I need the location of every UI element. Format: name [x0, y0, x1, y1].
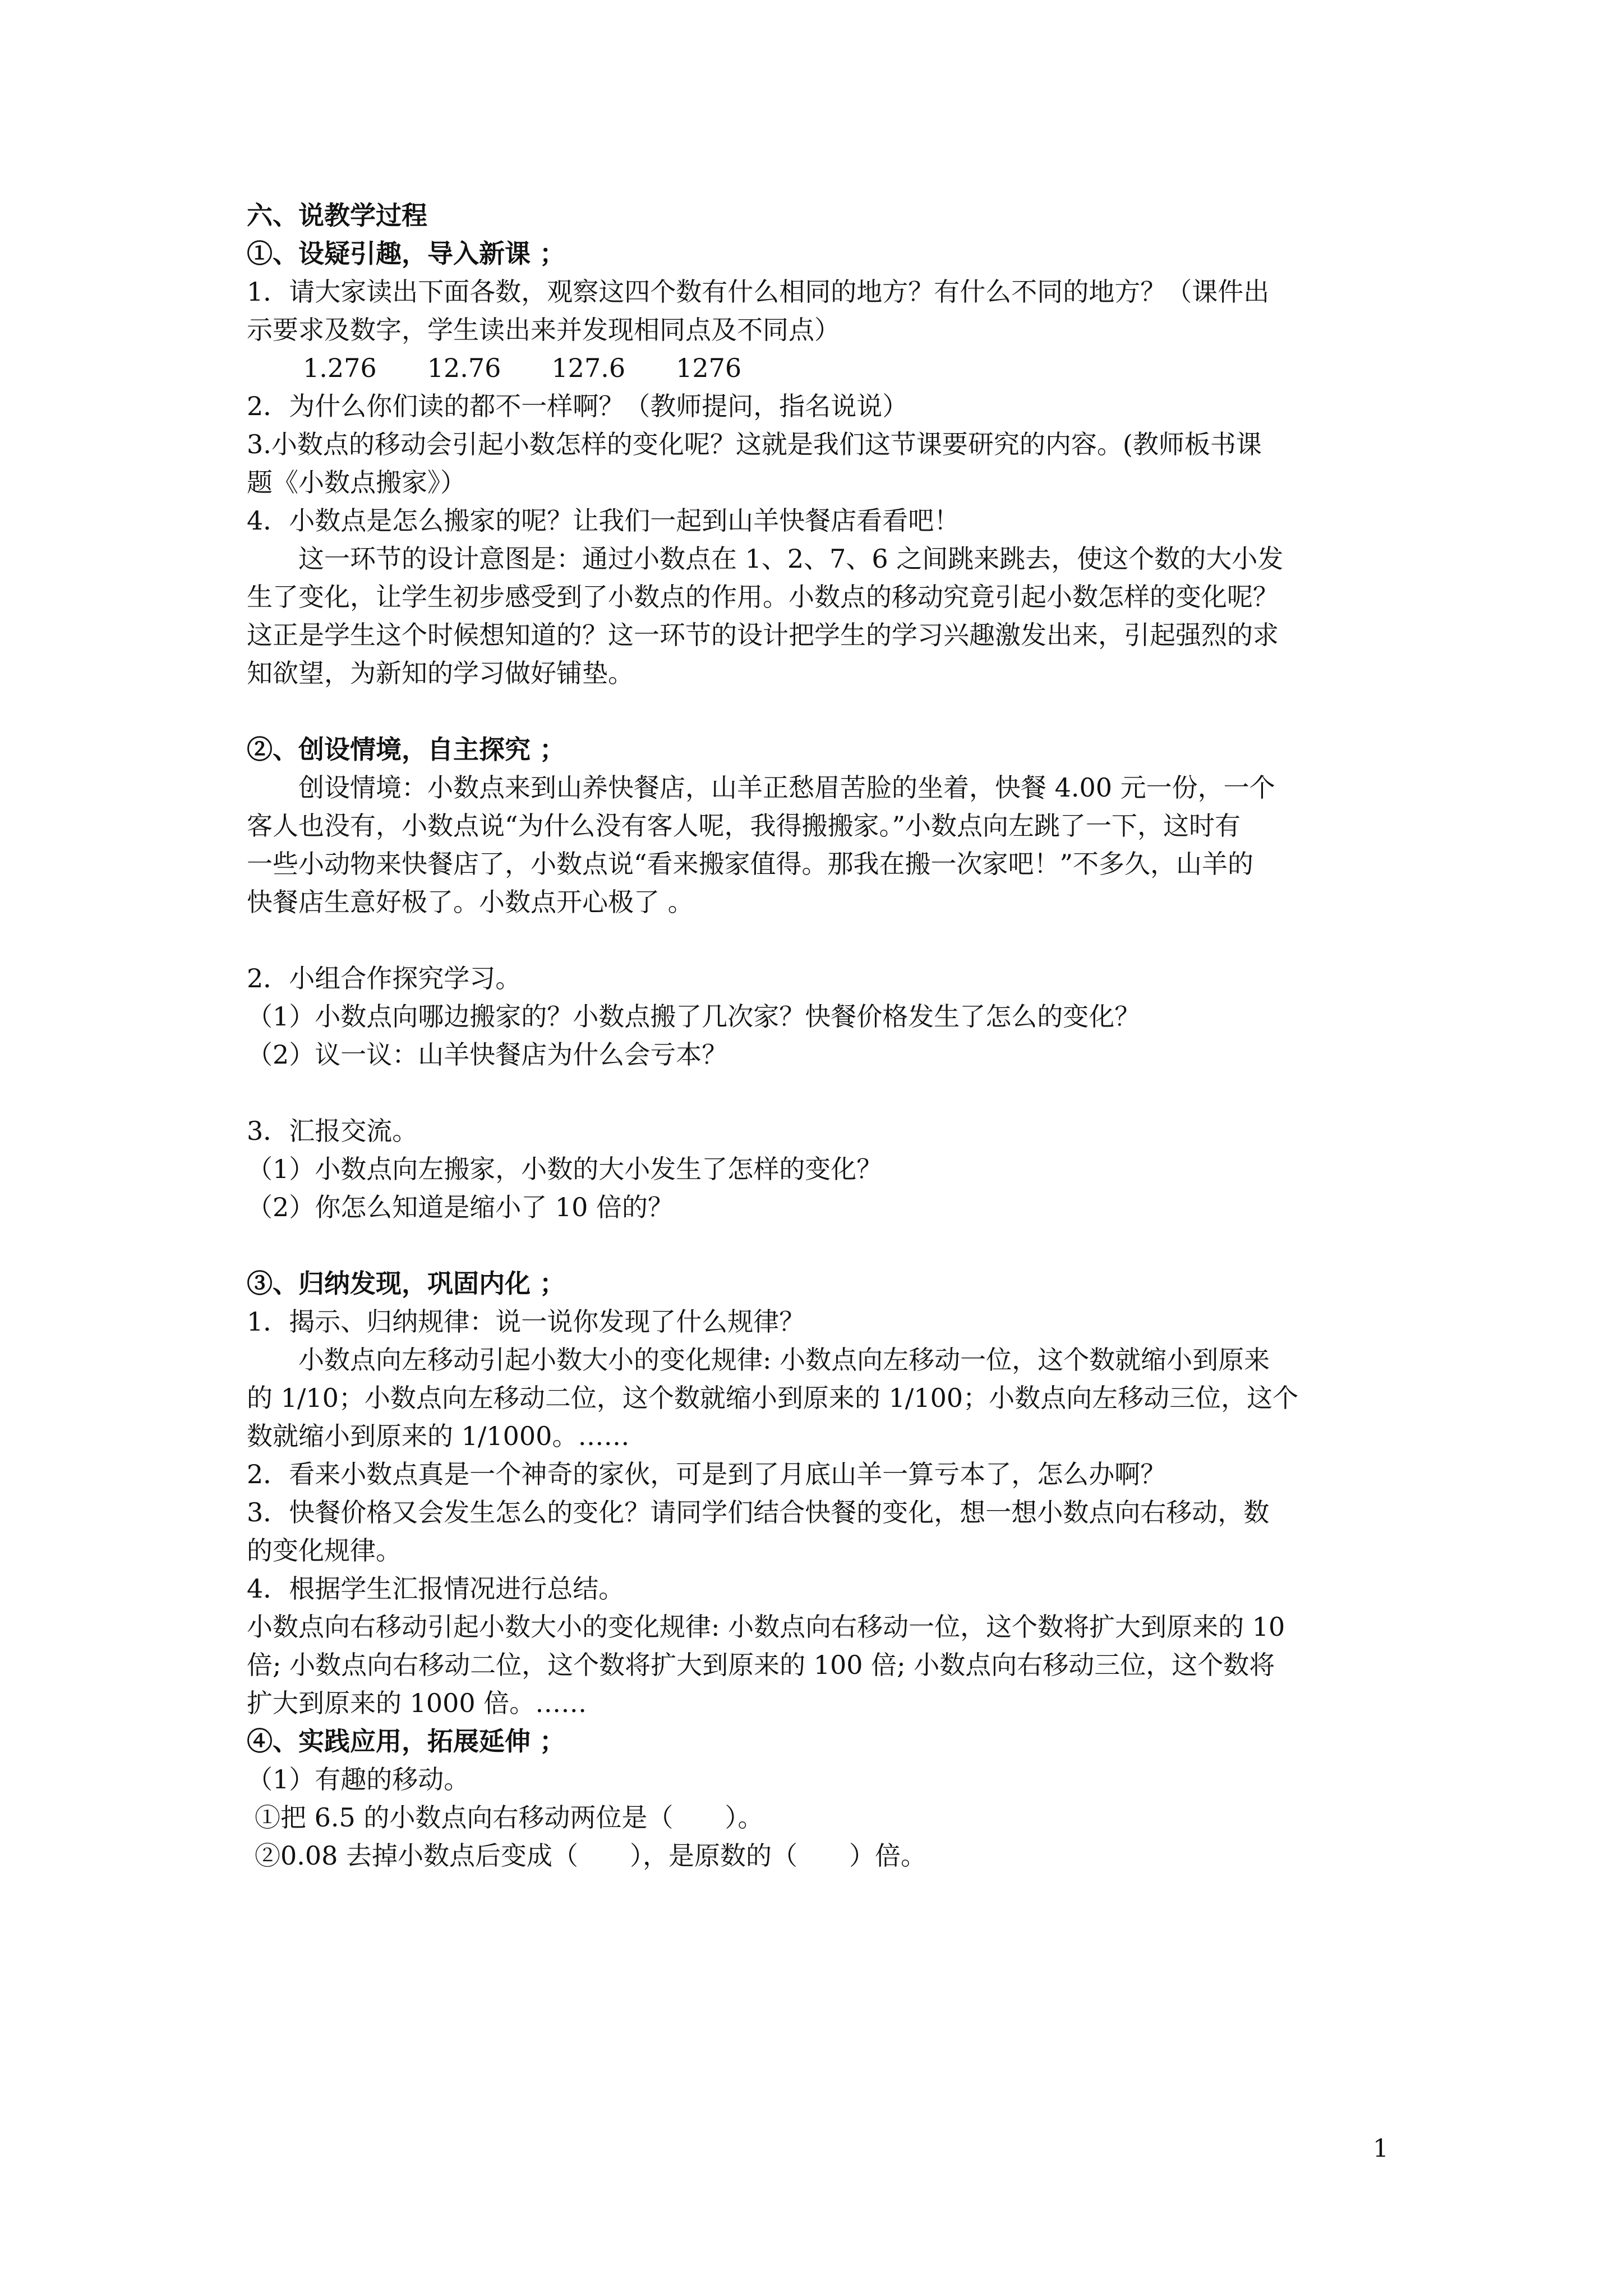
subsection-title-3: ③、归纳发现，巩固内化 ； [247, 1268, 566, 1299]
report-item-1: （1）小数点向左搬家，小数的大小发生了怎样的变化？ [247, 1154, 883, 1184]
spacer [247, 692, 1396, 730]
induction-item-3-line-1: 3．快餐价格又会发生怎么的变化？请同学们结合快餐的变化，想一想小数点向右移动，数 [247, 1497, 1270, 1527]
group-study-title: 2．小组合作探究学习。 [247, 963, 522, 993]
spacer [247, 1226, 1396, 1264]
subsection-title-2: ②、创设情境，自主探究 ； [247, 734, 566, 765]
number-item: 127.6 [551, 353, 626, 383]
number-item: 1.276 [303, 353, 377, 383]
question-3-line-2: 题《小数点搬家》） [247, 467, 466, 498]
subsection-title-1: ①、设疑引趣，导入新课 ； [247, 238, 566, 269]
page-content [247, 196, 1396, 1875]
question-3-line-1: 3.小数点的移动会引起小数怎样的变化呢？这就是我们这节课要研究的内容。(教师板书课 [247, 429, 1262, 459]
number-row [247, 349, 1396, 387]
right-rule-line-2: 倍; 小数点向右移动二位，这个数将扩大到原来的 100 倍; 小数点向右移动三位，这个数将 [247, 1650, 1275, 1680]
right-rule-line-3: 扩大到原来的 1000 倍。…… [247, 1688, 587, 1718]
spacer [247, 1074, 1396, 1112]
induction-item-2: 2．看来小数点真是一个神奇的家伙，可是到了月底山羊一算亏本了，怎么办啊？ [247, 1459, 1166, 1489]
design-intent-line-4: 知欲望，为新知的学习做好铺垫。 [247, 658, 634, 688]
induction-item-1: 1．揭示、归纳规律：说一说你发现了什么规律？ [247, 1306, 805, 1337]
subsection-title-4: ④、实践应用，拓展延伸 ； [247, 1726, 566, 1756]
group-study-item-1: （1）小数点向哪边搬家的？小数点搬了几次家？快餐价格发生了怎么的变化？ [247, 1001, 1141, 1032]
question-4: 4．小数点是怎么搬家的呢？让我们一起到山羊快餐店看看吧！ [247, 505, 960, 536]
design-intent-line-3: 这正是学生这个时候想知道的？这一环节的设计把学生的学习兴趣激发出来，引起强烈的求 [247, 620, 1279, 650]
number-item: 1276 [676, 353, 742, 383]
section-heading: 六、说教学过程 [247, 200, 427, 231]
design-intent-line-1: 这一环节的设计意图是：通过小数点在 1、2、7、6 之间跳来跳去，使这个数的大小发 [298, 544, 1284, 574]
question-2: 2．为什么你们读的都不一样啊？（教师提问，指名说说） [247, 391, 909, 421]
exercise-title: （1）有趣的移动。 [247, 1764, 470, 1795]
exercise-item-1: ①把 6.5 的小数点向右移动两位是（ ）。 [255, 1802, 764, 1833]
right-rule-line-1: 小数点向右移动引起小数大小的变化规律: 小数点向右移动一位，这个数将扩大到原来的 10 [247, 1612, 1285, 1642]
induction-item-4: 4．根据学生汇报情况进行总结。 [247, 1573, 625, 1604]
scenario-line-2: 客人也没有，小数点说“为什么没有客人呢，我得搬搬家。”小数点向左跳了一下，这时有 [247, 811, 1241, 841]
report-title: 3．汇报交流。 [247, 1116, 418, 1146]
left-rule-line-1: 小数点向左移动引起小数大小的变化规律: 小数点向左移动一位，这个数就缩小到原来 [298, 1345, 1270, 1375]
induction-item-3-line-2: 的变化规律。 [247, 1535, 402, 1566]
scenario-line-1: 创设情境：小数点来到山养快餐店，山羊正愁眉苦脸的坐着，快餐 4.00 元一份，一个 [298, 772, 1275, 803]
question-1-line-1: 1．请大家读出下面各数，观察这四个数有什么相同的地方？有什么不同的地方？（课件出 [247, 277, 1270, 307]
scenario-line-4: 快餐店生意好极了。小数点开心极了 。 [247, 887, 694, 917]
group-study-item-2: （2）议一议：山羊快餐店为什么会亏本？ [247, 1039, 728, 1070]
spacer [247, 921, 1396, 959]
exercise-item-2: ②0.08 去掉小数点后变成（ ），是原数的（ ）倍。 [255, 1841, 927, 1871]
number-item: 12.76 [427, 353, 501, 383]
left-rule-line-2: 的 1/10；小数点向左移动二位，这个数就缩小到原来的 1/100；小数点向左移动三位，这个 [247, 1383, 1299, 1413]
page-number: 1 [1373, 2134, 1389, 2163]
left-rule-line-3: 数就缩小到原来的 1/1000。…… [247, 1421, 630, 1451]
question-1-line-2: 示要求及数字，学生读出来并发现相同点及不同点） [247, 315, 840, 345]
design-intent-line-2: 生了变化，让学生初步感受到了小数点的作用。小数点的移动究竟引起小数怎样的变化呢？ [247, 582, 1279, 612]
scenario-line-3: 一些小动物来快餐店了，小数点说“看来搬家值得。那我在搬一次家吧！”不多久，山羊的 [247, 849, 1254, 879]
report-item-2: （2）你怎么知道是缩小了 10 倍的？ [247, 1192, 674, 1222]
